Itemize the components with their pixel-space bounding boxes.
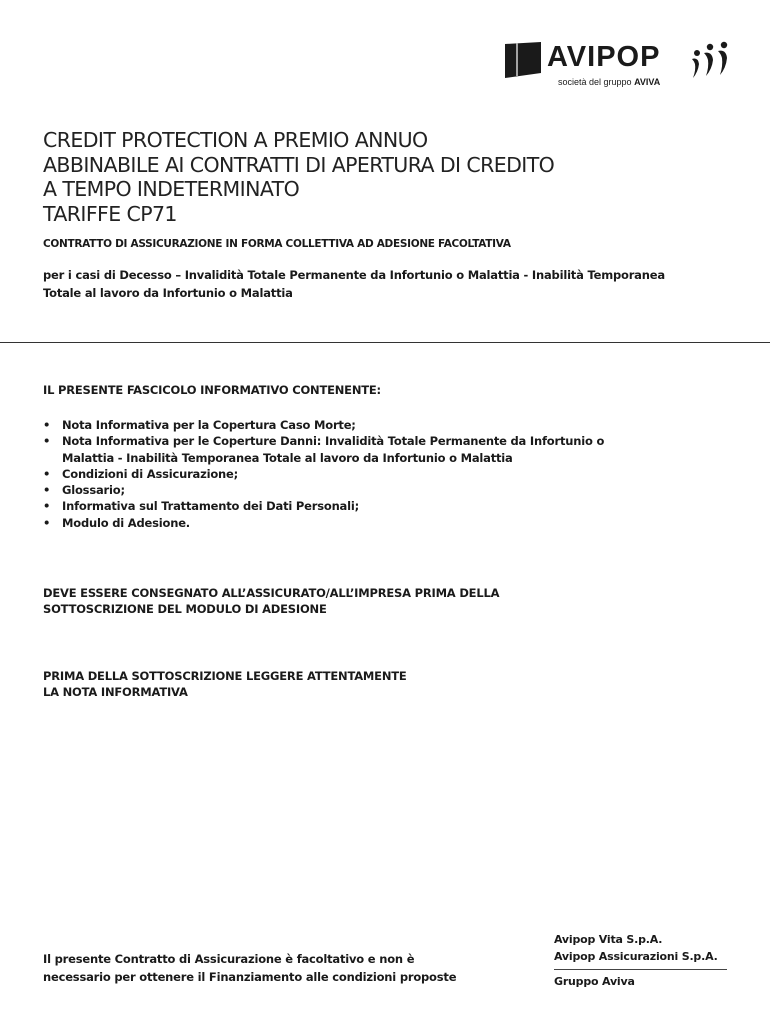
footer-note-line: Il presente Contratto di Assicurazione è facoltativo e non è (43, 952, 415, 966)
group-name: Gruppo Aviva (554, 975, 635, 988)
contents-list (43, 417, 604, 531)
bullet: • (43, 515, 51, 530)
avipop-logo (503, 40, 733, 92)
list-item-text: Modulo di Adesione. (62, 515, 190, 530)
logo-people-icon (689, 40, 733, 84)
list-item-text: Condizioni di Assicurazione; (62, 466, 239, 481)
list-item (43, 498, 604, 514)
section-divider (0, 342, 770, 343)
list-item (43, 515, 604, 531)
issuing-companies (554, 931, 727, 990)
notice-line: SOTTOSCRIZIONE DEL MODULO DI ADESIONE (43, 602, 327, 616)
list-item (43, 466, 604, 482)
footer-note-line: necessario per ottenere il Finanziamento alle condizioni proposte (43, 970, 457, 984)
coverage-cases-line: per i casi di Decesso – Invalidità Totale Permanente da Infortunio o Malattia - Inabilità Temporanea (43, 268, 665, 282)
list-item-text: Informativa sul Trattamento dei Dati Personali; (62, 499, 360, 514)
notice-line: DEVE ESSERE CONSEGNATO ALL’ASSICURATO/ALL’IMPRESA PRIMA DELLA (43, 586, 500, 600)
logo-tagline-group: AVIVA (634, 77, 661, 87)
list-item-text: Glossario; (62, 483, 125, 498)
coverage-cases-line: Totale al lavoro da Infortunio o Malattia (43, 285, 293, 300)
coverage-cases (43, 267, 743, 302)
company-name: Avipop Vita S.p.A. (554, 933, 663, 946)
read-notice (43, 668, 407, 700)
logo-tagline (558, 77, 660, 87)
bullet: • (43, 434, 51, 449)
bullet: • (43, 466, 51, 481)
companies-divider (554, 969, 727, 970)
list-item (43, 482, 604, 498)
document-title (43, 128, 554, 226)
logo-tagline-prefix: società del gruppo (558, 77, 632, 87)
optional-contract-note (43, 950, 456, 986)
notice-line: LA NOTA INFORMATIVA (43, 685, 188, 699)
bullet: • (43, 418, 51, 432)
list-item-text: Nota Informativa per la Copertura Caso Morte; (62, 418, 356, 432)
logo-book-icon (503, 40, 543, 80)
bullet: • (43, 483, 51, 498)
delivery-notice (43, 585, 499, 617)
contents-heading: IL PRESENTE FASCICOLO INFORMATIVO CONTENENTE: (43, 383, 381, 397)
list-item (43, 417, 604, 433)
title-line: TARIFFE CP71 (43, 201, 177, 226)
notice-line: PRIMA DELLA SOTTOSCRIZIONE LEGGERE ATTENTAMENTE (43, 669, 407, 683)
bullet: • (43, 499, 51, 514)
list-item (43, 433, 604, 466)
logo-brand: AVIPOP (547, 41, 661, 73)
title-line: ABBINABILE AI CONTRATTI DI APERTURA DI CREDITO (43, 152, 555, 177)
list-item-text: Malattia - Inabilità Temporanea Totale al lavoro da Infortunio o Malattia (62, 450, 513, 465)
title-line: CREDIT PROTECTION A PREMIO ANNUO (43, 128, 428, 152)
list-item-text: Nota Informativa per le Coperture Danni: Invalidità Totale Permanente da Infortunio o (62, 434, 605, 449)
contract-subtitle: CONTRATTO DI ASSICURAZIONE IN FORMA COLLETTIVA AD ADESIONE FACOLTATIVA (43, 238, 511, 250)
title-line: A TEMPO INDETERMINATO (43, 177, 300, 201)
company-name: Avipop Assicurazioni S.p.A. (554, 950, 718, 963)
